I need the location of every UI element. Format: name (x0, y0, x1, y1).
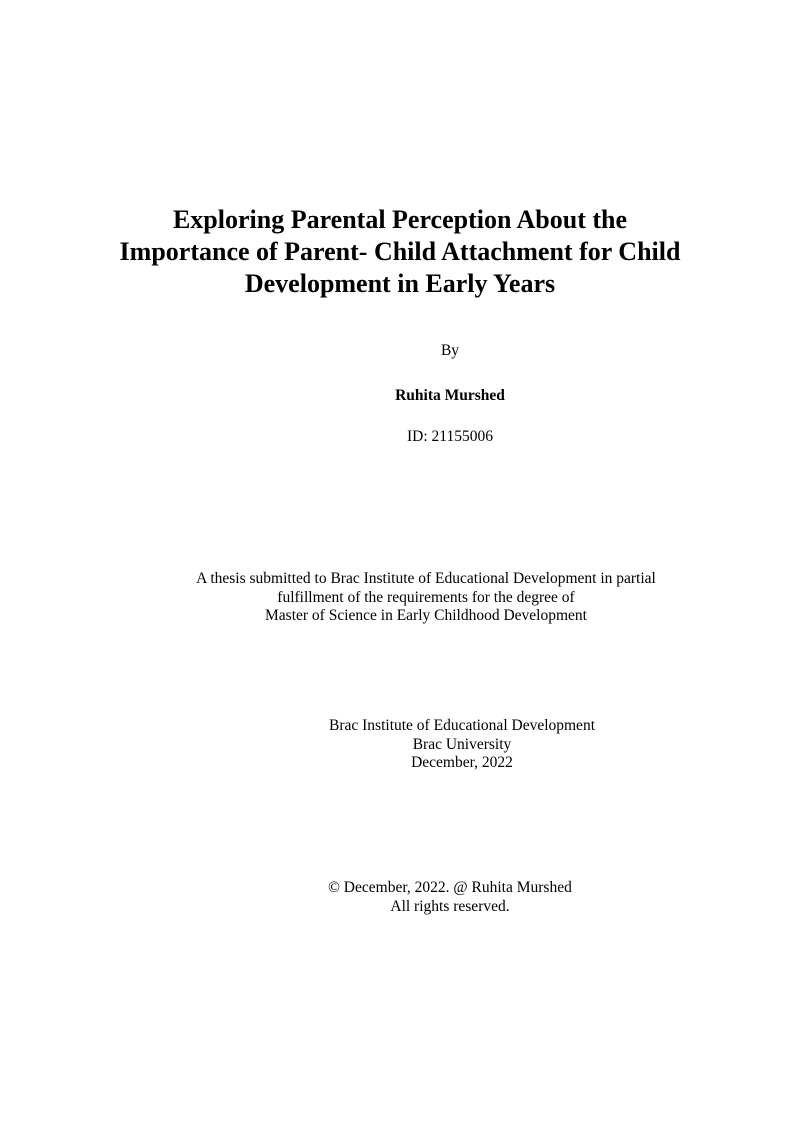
by-label: By (440, 342, 460, 359)
submission-line-1: A thesis submitted to Brac Institute of Educational Development in partial (196, 570, 656, 587)
thesis-title (60, 204, 740, 300)
submission-line-2: fulfillment of the requirements for the degree of (277, 588, 575, 606)
submission-statement (150, 570, 702, 626)
rights-reserved: All rights reserved. (390, 897, 510, 915)
author-name: Ruhita Murshed (395, 387, 505, 404)
thesis-title-line-3: Development in Early Years (244, 269, 556, 298)
copyright-block (290, 879, 610, 916)
institution-name: Brac Institute of Educational Development (329, 717, 595, 734)
copyright-notice: © December, 2022. @ Ruhita Murshed (328, 879, 572, 896)
thesis-title-line-1: Exploring Parental Perception About the (172, 205, 628, 234)
thesis-title-line-2: Importance of Parent- Child Attachment for Child (119, 237, 681, 266)
submission-date: December, 2022 (411, 754, 513, 771)
submission-line-3: Master of Science in Early Childhood Development (265, 607, 587, 624)
institution-block (300, 717, 624, 773)
university-name: Brac University (412, 735, 512, 753)
student-id: ID: 21155006 (407, 428, 493, 445)
